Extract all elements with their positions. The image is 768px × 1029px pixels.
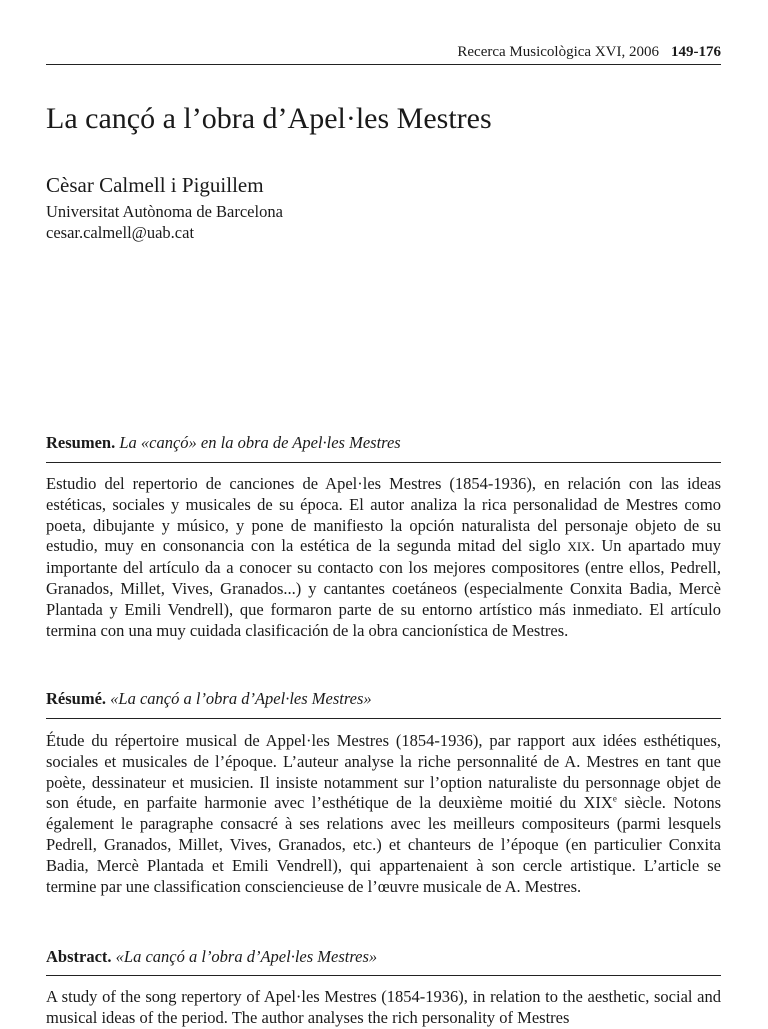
resumen-label: Resumen. bbox=[46, 433, 116, 452]
header-rule bbox=[46, 64, 721, 65]
resume-text-part-1: Étude du répertoire musical de Appel·les Mestres (1854-1936), par rapport aux idées esthétiques, sociales et musicales de l’époque. L’auteur analyse la riche personnalité de A. Mestres en tant que poète, dessinateur et musicien. Il insiste notamment sur l’option naturaliste du personnage objet de son étude, en parfaite harmonie avec l’esthétique de la deuxième moitié du XIX bbox=[46, 731, 721, 813]
resume-text-part-2: siècle. Notons également le paragraphe consacré à ses relations avec les meilleurs compositeurs (parmi lesquels Pedrell, Granados, Millet, Vives, Granados, etc.) et chanteurs de l’époque (en particulier Conxita Badia, Mercè Plantada et Emili Vendrell), qui appartenaient à son cercle artistique. L’article se termine par une classification consciencieuse de l’œuvre musicale de A. Mestres. bbox=[46, 793, 721, 896]
resume-subtitle: «La cançó a l’obra d’Apel·les Mestres» bbox=[110, 689, 372, 708]
article-title: La cançó a l’obra d’Apel·les Mestres bbox=[46, 102, 492, 135]
author-affiliation: Universitat Autònoma de Barcelona bbox=[46, 202, 283, 221]
resume-rule bbox=[46, 718, 721, 719]
abstract-heading bbox=[46, 946, 377, 968]
abstract-subtitle: «La cançó a l’obra d’Apel·les Mestres» bbox=[115, 947, 378, 966]
abstract-label: Abstract. bbox=[46, 947, 112, 966]
resumen-heading bbox=[46, 432, 401, 454]
journal-citation: Recerca Musicològica XVI, 2006 bbox=[457, 44, 659, 60]
author-email[interactable]: cesar.calmell@uab.cat bbox=[46, 223, 195, 242]
abstract-text: A study of the song repertory of Apel·les Mestres (1854-1936), in relation to the aesthetic, social and musical ideas of the period. The author analyses the rich personality of Mestres bbox=[46, 987, 721, 1027]
resumen-text-part-1: Estudio del repertorio de canciones de Apel·les Mestres (1854-1936), en relación con las ideas estéticas, sociales y musicales de su época. El autor analiza la rica personalidad de Mestres como poeta, dibujante y músico, y pone de manifiesto la opción naturalista del personaje objeto de su estudio, muy en consonancia con la estética de la segunda mitad del siglo bbox=[46, 474, 721, 556]
resumen-century: XIX bbox=[567, 539, 591, 555]
resumen-text bbox=[46, 474, 721, 641]
paper-page bbox=[46, 0, 721, 1027]
abstract-rule bbox=[46, 975, 721, 976]
resumen-text-part-2: . Un apartado muy importante del artículo da a conocer su contacto con los mejores compositores (entre ellos, Pedrell, Granados, Millet, Vives, Granados...) y cantantes coetáneos (especialmente Conxita Badia, Mercè Plantada y Emili Vendrell), que formaron parte de su entorno artístico más inmediato. El artículo termina con una muy cuidada clasificación de la obra cancionística de Mestres. bbox=[46, 536, 721, 640]
resumen-rule bbox=[46, 462, 721, 463]
resumen-subtitle: La «cançó» en la obra de Apel·les Mestres bbox=[119, 433, 401, 452]
author-name: Cèsar Calmell i Piguillem bbox=[46, 173, 264, 197]
resume-text bbox=[46, 731, 721, 897]
resume-century-superscript: e bbox=[612, 793, 617, 804]
page-range: 149-176 bbox=[671, 44, 721, 60]
resume-heading bbox=[46, 688, 372, 710]
running-head bbox=[457, 42, 721, 62]
resume-label: Résumé. bbox=[46, 689, 107, 708]
